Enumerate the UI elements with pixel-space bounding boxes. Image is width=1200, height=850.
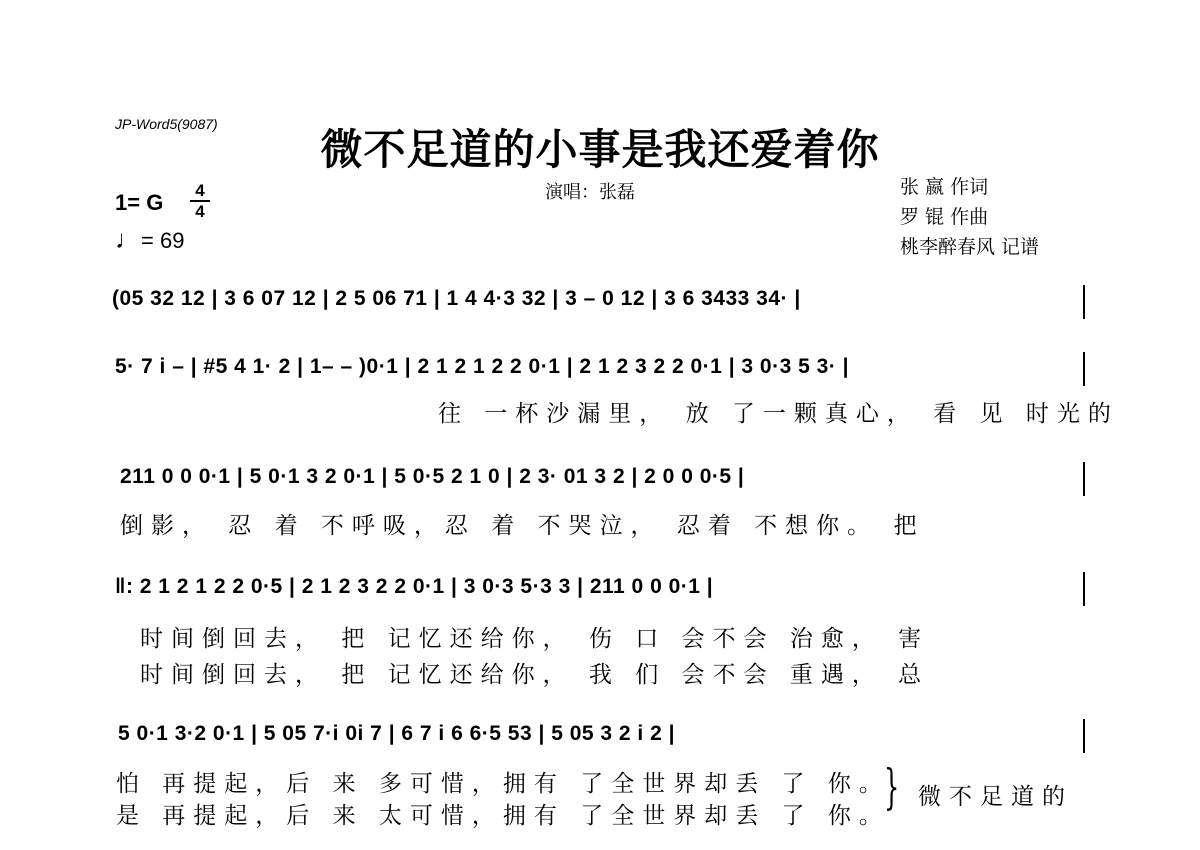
row-2-end-barline xyxy=(1083,352,1085,386)
staff-row-5-lyrics-verse-2: 是 再提起，后 来 太可惜，拥有 了全世界却丢 了 你。 xyxy=(116,803,890,829)
singer-credit: 演唱：张磊 xyxy=(545,182,635,203)
verse-brace: } xyxy=(884,759,900,815)
software-label: JP-Word5(9087) xyxy=(115,116,218,132)
page-title: 微不足道的小事是我还爱着你 xyxy=(320,125,880,174)
transcriber-credit: 桃李醉春风 记谱 xyxy=(900,236,1040,258)
time-signature xyxy=(190,182,210,220)
ending-lyrics: 微不足道的 xyxy=(918,784,1073,810)
staff-row-4-lyrics-verse-1: 时间倒回去， 把 记忆还给你， 伤 口 会不会 治愈， 害 xyxy=(140,626,930,652)
row-5-end-barline xyxy=(1083,719,1085,753)
staff-row-5-lyrics-verse-1: 怕 再提起，后 来 多可惜，拥有 了全世界却丢 了 你。 xyxy=(116,771,890,797)
staff-row-5-notes: 5 0·1 3·2 0·1 | 5 05 7·i 0i 7 | 6 7 i 6 6·5 53 | 5 05 3 2 i 2 | xyxy=(118,722,675,745)
row-4-end-barline xyxy=(1083,572,1085,606)
time-signature-top: 4 xyxy=(195,181,205,200)
key-signature: 1= G xyxy=(115,190,164,215)
staff-row-4-notes: ‖: 2 1 2 1 2 2 0·5 | 2 1 2 3 2 2 0·1 | 3 0·3 5·3 3 | 211 0 0 0·1 | xyxy=(115,575,714,598)
staff-row-4-lyrics-verse-2: 时间倒回去， 把 记忆还给你， 我 们 会不会 重遇， 总 xyxy=(140,662,930,688)
tempo-value: = 69 xyxy=(141,228,185,253)
staff-row-3-lyrics: 倒影， 忍 着 不呼吸，忍 着 不哭泣， 忍着 不想你。 把 xyxy=(120,513,925,539)
staff-row-2-notes: 5· 7 i – | #5 4 1· 2 | 1– – )0·1 | 2 1 2 1 2 2 0·1 | 2 1 2 3 2 2 0·1 | 3 0·3 5 3· | xyxy=(115,355,849,378)
quarter-note-icon: ♩ xyxy=(115,224,141,254)
composer-credit: 罗 锟 作曲 xyxy=(900,206,989,228)
row-1-end-barline xyxy=(1083,285,1085,319)
row-3-end-barline xyxy=(1083,462,1085,496)
staff-row-3-notes: 211 0 0 0·1 | 5 0·1 3 2 0·1 | 5 0·5 2 1 0 | 2 3· 01 3 2 | 2 0 0 0·5 | xyxy=(120,465,745,488)
staff-row-2-lyrics: 往 一杯沙漏里， 放 了一颗真心， 看 见 时光的 xyxy=(438,401,1119,427)
time-signature-bottom: 4 xyxy=(195,202,205,221)
tempo-marking xyxy=(115,224,184,255)
lyricist-credit: 张 嬴 作词 xyxy=(900,176,989,198)
staff-row-1-notes: (05 32 12 | 3 6 07 12 | 2 5 06 71 | 1 4 4·3 32 | 3 – 0 12 | 3 6 3433 34· | xyxy=(112,287,801,310)
